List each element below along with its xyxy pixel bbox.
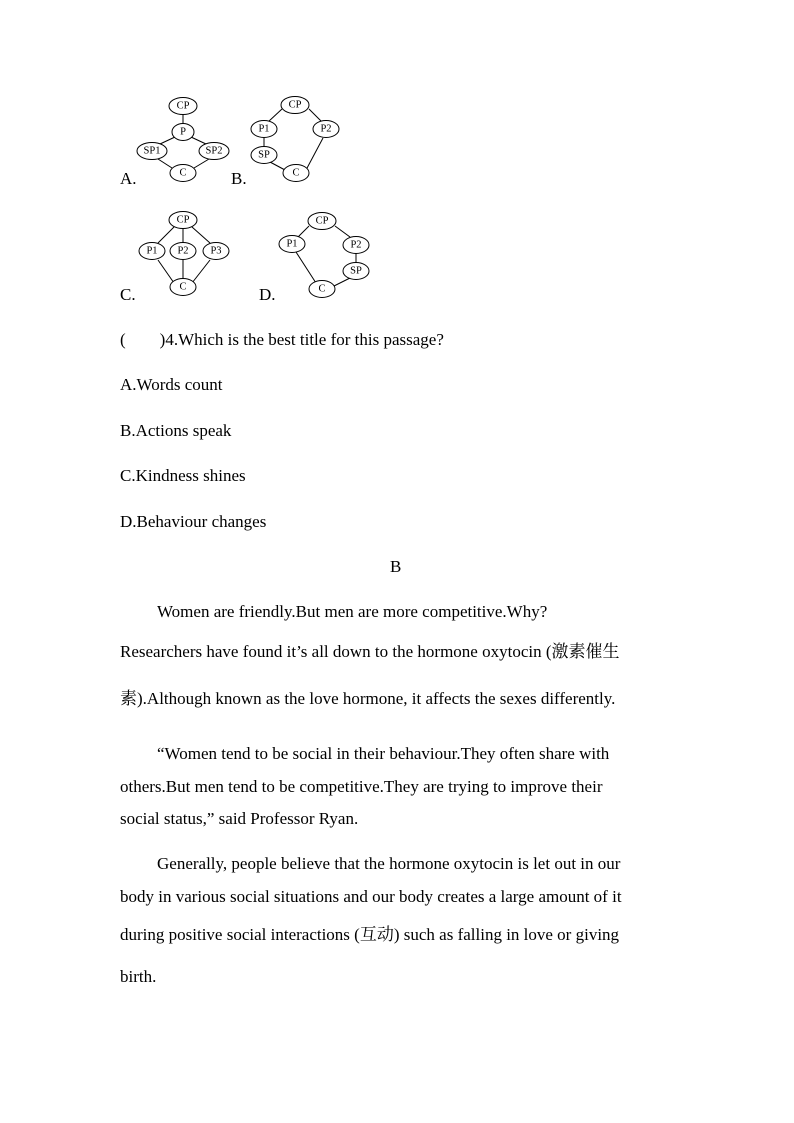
option-letter-a: A. — [120, 169, 137, 188]
paragraph-1-line: 素).Although known as the love hormone, it affects the sexes differently. — [120, 689, 616, 708]
diagram-a — [0, 0, 794, 320]
node-label: CP — [288, 99, 302, 111]
node-label: P1 — [258, 123, 270, 135]
node-label: C — [179, 281, 187, 293]
node-label: SP — [258, 149, 270, 161]
node-label: SP2 — [205, 145, 223, 157]
node-label: P1 — [146, 245, 158, 257]
paragraph-3-line: birth. — [120, 967, 157, 986]
paragraph-2-line: others.But men tend to be competitive.They are trying to improve their — [120, 777, 603, 796]
option-letter-b: B. — [231, 169, 247, 188]
node-label: SP1 — [143, 145, 161, 157]
paragraph-3-line: during positive social interactions (互动) such as falling in love or giving — [120, 925, 620, 944]
node-label: C — [179, 167, 187, 179]
node-label: CP — [176, 100, 190, 112]
node-label: P — [180, 126, 186, 138]
question-4-stem: ( )4.Which is the best title for this passage? — [120, 330, 444, 349]
question-4-option-c: C.Kindness shines — [120, 466, 246, 485]
paragraph-3-line: body in various social situations and our body creates a large amount of it — [120, 887, 622, 906]
node-label: P2 — [320, 123, 332, 135]
paragraph-2-line: social status,” said Professor Ryan. — [120, 809, 359, 828]
option-letter-d: D. — [259, 285, 276, 304]
paragraph-3-line: Generally, people believe that the hormone oxytocin is let out in our — [157, 854, 621, 873]
node-label: C — [318, 283, 326, 295]
node-label: C — [292, 167, 300, 179]
node-label: CP — [315, 215, 329, 227]
paragraph-2-line: “Women tend to be social in their behaviour.They often share with — [157, 744, 610, 763]
paragraph-1-line: Researchers have found it’s all down to the hormone oxytocin (激素催生 — [120, 642, 620, 661]
node-label: CP — [176, 214, 190, 226]
node-label: P3 — [210, 245, 222, 257]
question-4-option-d: D.Behaviour changes — [120, 512, 267, 531]
node-label: P1 — [286, 238, 298, 250]
question-4-option-b: B.Actions speak — [120, 421, 232, 440]
question-4-option-a: A.Words count — [120, 375, 223, 394]
option-letter-c: C. — [120, 285, 136, 304]
node-label: P2 — [177, 245, 189, 257]
paragraph-1-line: Women are friendly.But men are more competitive.Why? — [157, 602, 548, 621]
node-label: SP — [350, 265, 362, 277]
node-label: P2 — [350, 239, 362, 251]
section-heading: B — [390, 557, 402, 576]
